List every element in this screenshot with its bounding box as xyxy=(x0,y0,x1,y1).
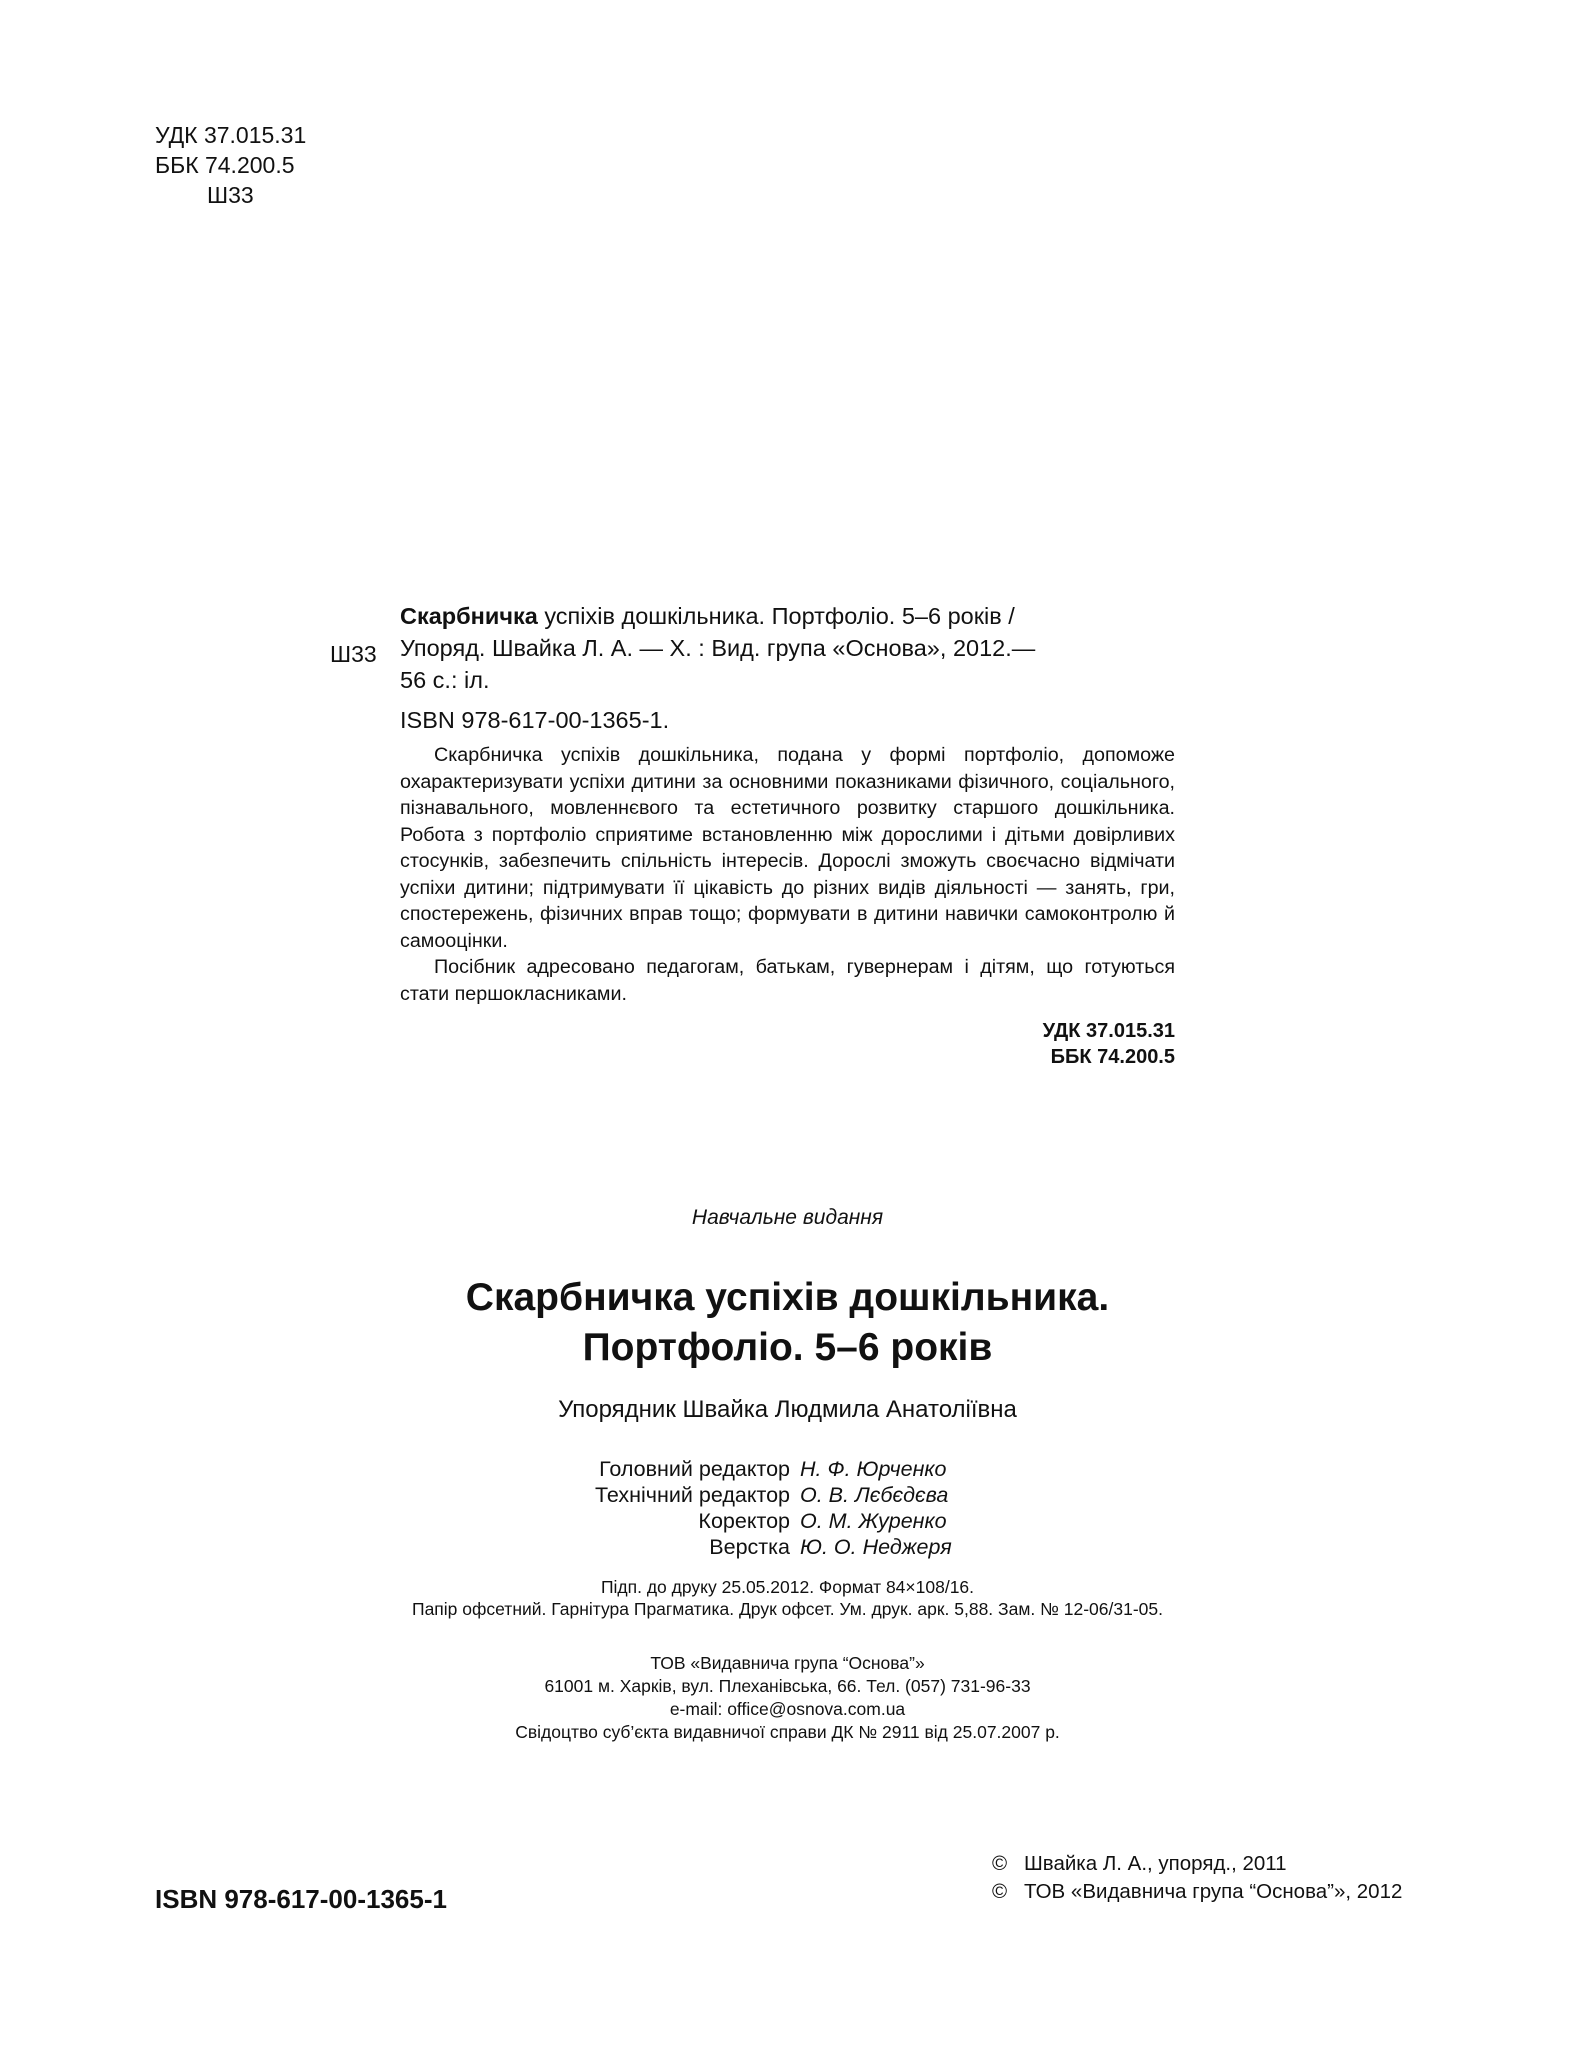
staff-role: Коректор xyxy=(698,1509,790,1533)
isbn-bottom: ISBN 978-617-00-1365-1 xyxy=(155,1884,447,1914)
staff-role: Верстка xyxy=(709,1535,790,1559)
staff-name: Ю. О. Неджеря xyxy=(800,1535,952,1559)
biblio-title-rest: успіхів дошкільника. Портфоліо. 5–6 років / xyxy=(537,603,1015,629)
staff-row xyxy=(0,1482,1575,1508)
biblio-line-2: Упоряд. Швайка Л. А. — Х. : Вид. група «Основа», 2012.— xyxy=(400,635,1036,661)
print-specs-line-2: Папір офсетний. Гарнітура Прагматика. Друк офсет. Ум. друк. арк. 5,88. Зам. № 12-06/31-05. xyxy=(412,1599,1163,1619)
staff-name: О. В. Лєбєдєва xyxy=(800,1483,949,1507)
annotation-codes xyxy=(400,1018,1175,1070)
biblio-title-bold: Скарбничка xyxy=(400,603,538,629)
udk-code: УДК 37.015.31 xyxy=(155,122,307,148)
annotation-isbn: ISBN 978-617-00-1365-1. xyxy=(400,707,670,733)
author-mark: Ш33 xyxy=(207,182,254,208)
compiler: Упорядник Швайка Людмила Анатоліївна xyxy=(558,1396,1017,1423)
abstract-paragraph-1: Скарбничка успіхів дошкільника, подана у формі портфоліо, допоможе охарактеризувати успіхи дитини за основними показниками фізичного, соціального, пізнавального, мовленнєвого та естетичного розвитку старшого дошкільника. Робота з портфоліо сприятиме встановленню між дорослими і дітьми довірливих стосунків, забезпечить спільність інтересів. Дорослі зможуть своєчасно відмічати успіхи дитини; підтримувати її цікавість до різних видів діяльності — занять, гри, спостережень, фізичних вправ тощо; формувати в дитини навички самоконтролю й самооцінки. xyxy=(400,744,1175,952)
staff-list xyxy=(0,1456,1575,1560)
copyright-icon: © xyxy=(992,1880,1008,1903)
print-specs-line-1: Підп. до друку 25.05.2012. Формат 84×108/16. xyxy=(600,1577,975,1597)
staff-name: О. М. Журенко xyxy=(800,1509,947,1533)
book-title-line-2: Портфоліо. 5–6 років xyxy=(582,1326,993,1369)
annotation-author-mark: Ш33 xyxy=(330,641,377,667)
annotation-card xyxy=(330,600,1175,1070)
annotation-bbk: ББК 74.200.5 xyxy=(1050,1046,1175,1068)
biblio-line-3: 56 с.: іл. xyxy=(400,667,490,693)
staff-row xyxy=(0,1456,1575,1482)
book-title-line-1: Скарбничка успіхів дошкільника. xyxy=(465,1276,1110,1319)
staff-name: Н. Ф. Юрченко xyxy=(800,1457,947,1481)
abstract-paragraph-2: Посібник адресовано педагогам, батькам, гувернерам і дітям, що готуються стати першокласниками. xyxy=(400,956,1175,1005)
publisher-info xyxy=(0,1652,1575,1744)
biblio-line-1 xyxy=(400,600,1175,632)
print-specs xyxy=(0,1576,1575,1620)
copyright-text: Швайка Л. А., упоряд., 2011 xyxy=(1024,1852,1287,1875)
book-title xyxy=(0,1273,1575,1373)
bibliographic-record xyxy=(400,600,1175,696)
publisher-address: 61001 м. Харків, вул. Плеханівська, 66. Тел. (057) 731-96-33 xyxy=(544,1676,1031,1696)
staff-row xyxy=(0,1534,1575,1560)
copyright-icon: © xyxy=(992,1852,1008,1875)
abstract xyxy=(400,742,1175,1007)
copyright-line xyxy=(992,1850,1402,1878)
bbk-code: ББК 74.200.5 xyxy=(155,152,295,178)
publisher-email: e-mail: office@osnova.com.ua xyxy=(669,1699,906,1719)
staff-role: Технічний редактор xyxy=(595,1483,790,1507)
staff-role: Головний редактор xyxy=(599,1457,790,1481)
publisher-name: ТОВ «Видавнича група “Основа”» xyxy=(650,1653,925,1673)
copyright-line xyxy=(992,1878,1402,1906)
edition-type: Навчальне видання xyxy=(691,1206,884,1229)
annotation-udk: УДК 37.015.31 xyxy=(1042,1020,1175,1042)
top-classification-codes xyxy=(155,120,306,210)
staff-row xyxy=(0,1508,1575,1534)
copyright-text: ТОВ «Видавнича група “Основа”», 2012 xyxy=(1024,1880,1403,1903)
publisher-certificate: Свідоцтво суб’єкта видавничої справи ДК № 2911 від 25.07.2007 р. xyxy=(515,1722,1060,1742)
copyrights xyxy=(992,1850,1402,1906)
